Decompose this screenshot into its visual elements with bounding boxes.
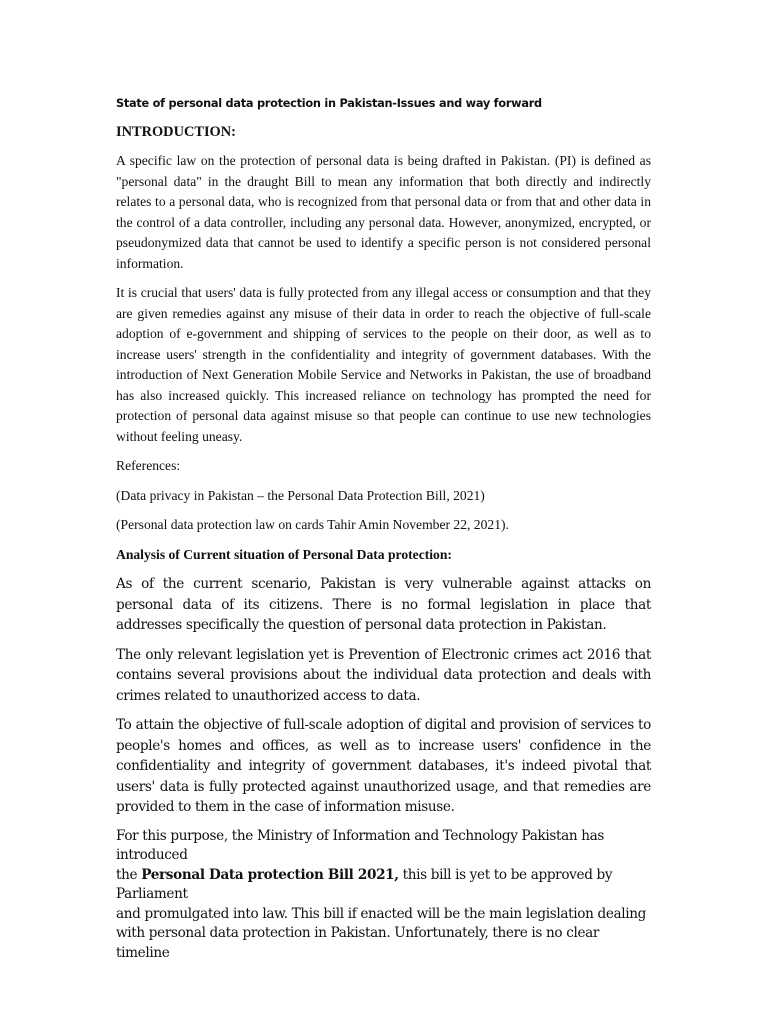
analysis-paragraph-4-pre: the — [116, 866, 142, 883]
analysis-paragraph-1: As of the current scenario, Pakistan is very vulnerable against attacks on personal data of its citizens. There is no formal legislation in place that addresses specifically the question of personal data protection in Pakistan. — [116, 576, 651, 633]
document-title: State of personal data protection in Pakistan-Issues and way forward — [116, 97, 542, 110]
reference-2: (Personal data protection law on cards Tahir Amin November 22, 2021). — [116, 517, 509, 532]
bill-name: Personal Data protection Bill 2021, — [141, 866, 399, 883]
analysis-paragraph-2: The only relevant legislation yet is Prevention of Electronic crimes act 2016 that contains several provisions about the individual data protection and deals with crimes related to unauthorized access to data. — [116, 646, 651, 704]
analysis-heading: Analysis of Current situation of Personal Data protection: — [116, 546, 452, 562]
references-label: References: — [116, 458, 181, 473]
document-page — [116, 95, 651, 963]
analysis-paragraph-4-post: this bill is yet to be approved by Parliament — [116, 866, 613, 902]
introduction-paragraph-2: It is crucial that users' data is fully protected from any illegal access or consumption and that they are given remedies against any misuse of their data in order to reach the objective of full-scale adoption of e-government and shipping of services to the people on their door, as well as to increase users' strength in the confidentiality and integrity of government databases. With the introduction of Next Generation Mobile Service and Networks in Pakistan, the use of broadband has also increased quickly. This increased reliance on technology has prompted the need for protection of personal data against misuse so that people can continue to use new technologies without feeling uneasy. — [116, 285, 651, 444]
analysis-paragraph-4 — [116, 827, 651, 964]
analysis-paragraph-4-line-1: For this purpose, the Ministry of Information and Technology Pakistan has introduced — [116, 827, 604, 863]
analysis-paragraph-3: To attain the objective of full-scale adoption of digital and provision of services to people's homes and offices, as well as to increase users' confidence in the confidentiality and integrity of government databases, it's indeed pivotal that users' data is fully protected against unauthorized usage, and that remedies are provided to them in the case of information misuse. — [116, 717, 651, 815]
analysis-paragraph-4-line-2 — [116, 866, 651, 905]
reference-1: (Data privacy in Pakistan – the Personal Data Protection Bill, 2021) — [116, 487, 485, 503]
introduction-paragraph-1: A specific law on the protection of personal data is being drafted in Pakistan. (PI) is defined as "personal data" in the draught Bill to mean any information that both directly and indirectly relates to a personal data, who is recognized from that personal data or from that and other data in the control of a data controller, including any personal data. However, anonymized, encrypted, or pseudonymized data that cannot be used to identify a specific person is not considered personal information. — [116, 153, 651, 271]
introduction-heading: INTRODUCTION: — [116, 124, 236, 140]
analysis-paragraph-4-line-3: and promulgated into law. This bill if enacted will be the main legislation dealing — [116, 905, 647, 922]
analysis-paragraph-4-line-4: with personal data protection in Pakistan. Unfortunately, there is no clear timeline — [116, 925, 600, 961]
